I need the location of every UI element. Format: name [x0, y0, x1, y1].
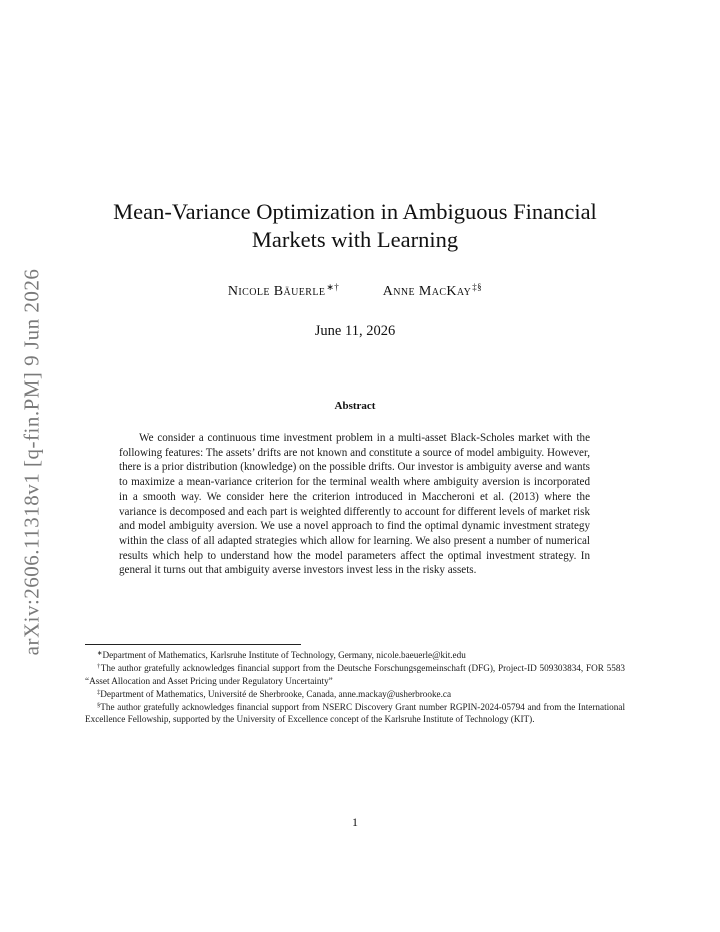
- footnote-3: [85, 687, 625, 700]
- author-1-marks: ∗†: [326, 282, 340, 292]
- author-list: [80, 282, 630, 300]
- author-1-name: Nicole Bäuerle: [227, 284, 326, 299]
- footnote-4: [85, 700, 625, 726]
- footnote-4-text: The author gratefully acknowledges financial support from NSERC Discovery Grant number RGPIN-2024-05794 and from the International Excellence Fellowship, supported by the University of Excellence concept of the Karlsruhe Institute of Technology (KIT).: [85, 702, 625, 725]
- publication-date: June 11, 2026: [314, 323, 396, 339]
- footnote-2-text: The author gratefully acknowledges financial support from the Deutsche Forschungsgemeinschaft (DFG), Project-ID 509303834, FOR 5583 “Asset Allocation and Asset Pricing under Regulatory Uncertainty”: [85, 663, 626, 686]
- footnote-2-mark: †: [97, 663, 101, 671]
- author-2-marks: ‡§: [472, 282, 483, 292]
- author-1: [228, 282, 339, 300]
- footnote-3-mark: ‡: [97, 688, 101, 696]
- abstract-body: We consider a continuous time investment problem in a multi-asset Black-Scholes market with the following features: The assets’ drifts are not known and constitute a source of model ambiguity. However, there is a prior distribution (knowledge) on the possible drifts. Our investor is ambiguity averse and wants to maximize a mean-variance criterion for the terminal wealth where ambiguity aversion is incorporated in a smooth way. We consider here the criterion introduced in Maccheroni et al. (2013) where the variance is decomposed and each part is weighted differently to account for different levels of market risk and model ambiguity aversion. We use a novel approach to find the optimal dynamic investment strategy within the class of all adapted strategies which allow for learning. We also present a number of numerical results which help to understand how the model parameters affect the optimal investment strategy. In general it turns out that ambiguity averse investors invest less in the risky assets.: [119, 432, 590, 577]
- footnote-2: [85, 661, 625, 687]
- footnote-1-mark: ∗: [97, 650, 103, 657]
- author-2: [383, 282, 482, 300]
- arxiv-identifier-stamp: arXiv:2606.11318v1 [q-fin.PM] 9 Jun 2026: [19, 268, 44, 656]
- footnote-3-text: Department of Mathematics, Université de Sherbrooke, Canada, anne.mackay@usherbrooke.ca: [100, 688, 452, 699]
- abstract-heading: Abstract: [334, 400, 376, 412]
- author-2-name: Anne MacKay: [382, 284, 472, 299]
- title-line-2: Markets with Learning: [251, 227, 459, 252]
- title-line-1: Mean-Variance Optimization in Ambiguous Financial: [113, 199, 597, 224]
- footnote-1-text: Department of Mathematics, Karlsruhe Institute of Technology, Germany, nicole.baeuerle@kit.edu: [102, 650, 466, 660]
- footnote-4-mark: §: [97, 702, 101, 710]
- page-number: 1: [352, 815, 358, 829]
- footnote-1: [85, 648, 625, 661]
- footnotes: [85, 648, 625, 726]
- footnote-divider: [85, 644, 301, 645]
- paper-title: [80, 198, 630, 254]
